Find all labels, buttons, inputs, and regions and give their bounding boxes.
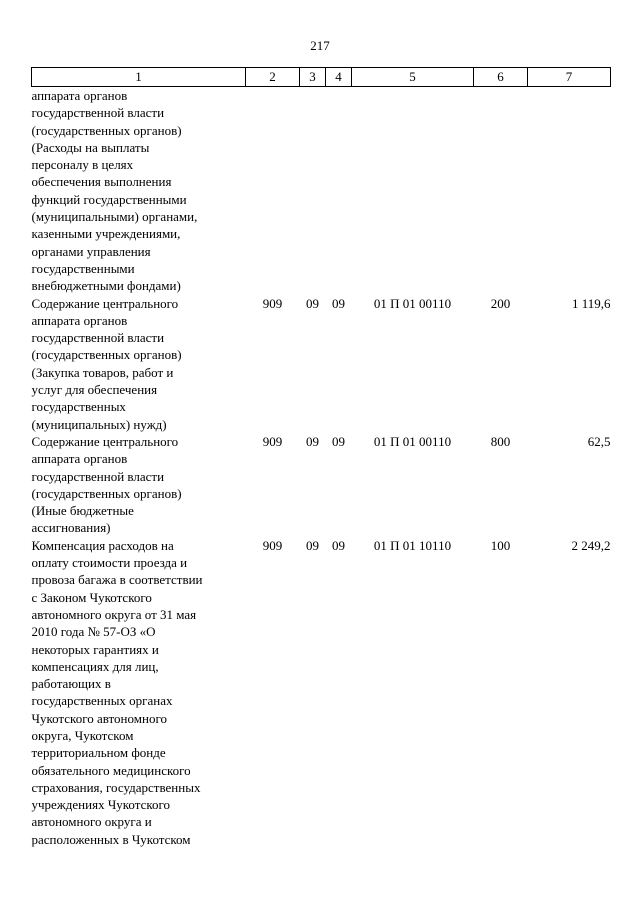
header-col-7: 7 (528, 68, 611, 87)
row-col-3: 09 (306, 537, 319, 553)
row-col-5: 01 П 01 00110 (373, 295, 452, 311)
row-col-6: 800 (490, 433, 511, 449)
row-col-7: 2 249,2 (571, 537, 611, 553)
row-name (32, 433, 246, 537)
row-col-6: 200 (490, 295, 511, 311)
row-col-5 (352, 87, 474, 295)
row-col-7 (528, 87, 611, 295)
row-col-4: 09 (332, 537, 345, 553)
row-col-2: 909 (262, 295, 283, 311)
table-row (32, 537, 611, 848)
row-col-4: 09 (332, 433, 345, 449)
row-col-3: 09 (306, 295, 319, 311)
row-col-4 (326, 87, 352, 295)
header-col-4: 4 (326, 68, 352, 87)
row-col-7: 62,5 (587, 433, 611, 449)
row-col-3 (300, 87, 326, 295)
table-row (32, 295, 611, 433)
budget-table (31, 67, 611, 848)
row-col-5: 01 П 01 10110 (373, 537, 452, 553)
header-col-1: 1 (32, 68, 246, 87)
row-col-2: 909 (262, 537, 283, 553)
row-name-text: аппарата органов государственной власти (государственных органов) (Расходы на выплаты персоналу в целях обеспечения выполнения функций государственными (муниципальными) органами, казенными учреждениями, органами управления государственными внебюджетными фондами) (31, 88, 198, 294)
row-col-2 (246, 87, 300, 295)
row-col-2: 909 (262, 433, 283, 449)
row-name (32, 295, 246, 433)
row-col-7: 1 119,6 (571, 295, 611, 311)
row-col-5: 01 П 01 00110 (373, 433, 452, 449)
row-name-text: Компенсация расходов на оплату стоимости проезда и провоза багажа в соответствии с Законом Чукотского автономного округа от 31 мая 2010 года № 57-ОЗ «О некоторых гарантиях и компенсациях для лиц, работающих в государственных органах Чукотского автономного округа, Чукотском территориальном фонде обязательного медицинского страхования, государственных учреждениях Чукотского автономного округа и расположенных в Чукотском (31, 537, 203, 847)
row-col-3: 09 (306, 433, 319, 449)
row-name (32, 87, 246, 295)
header-col-6: 6 (474, 68, 528, 87)
table-row (32, 87, 611, 295)
table-row (32, 433, 611, 537)
row-name-text: Содержание центрального аппарата органов государственной власти (государственных органов) (Закупка товаров, работ и услуг для обеспечения государственных (муниципальных) нужд) (31, 295, 182, 432)
header-col-3: 3 (300, 68, 326, 87)
row-name (32, 537, 246, 848)
row-col-6: 100 (490, 537, 511, 553)
row-col-6 (474, 87, 528, 295)
row-name-text: Содержание центрального аппарата органов государственной власти (государственных органов) (Иные бюджетные ассигнования) (31, 433, 182, 536)
header-row (32, 68, 611, 87)
header-col-2: 2 (246, 68, 300, 87)
header-col-5: 5 (352, 68, 474, 87)
row-col-4: 09 (332, 295, 345, 311)
page-number: 217 (310, 38, 330, 53)
